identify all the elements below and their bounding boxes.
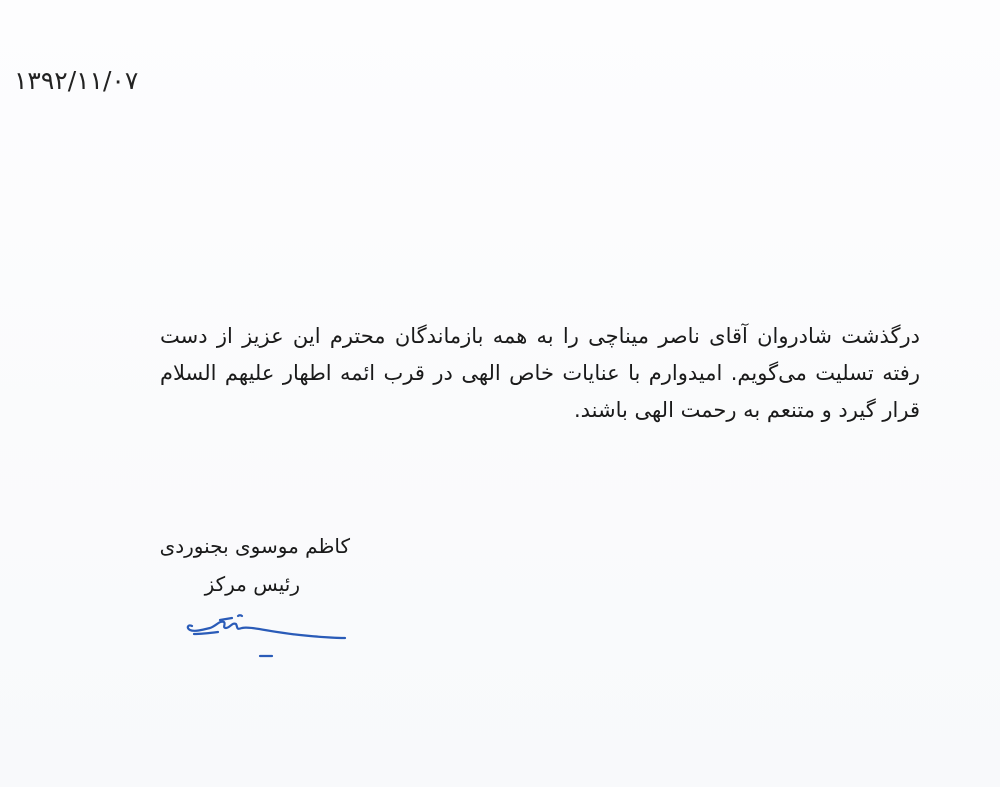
signer-name: کاظم موسوی بجنوردی [159, 534, 350, 558]
letter-paragraph: درگذشت شادروان آقای ناصر میناچی را به همه بازماندگان محترم این عزیز از دست رفته تسلیت می‌گویم. امیدوارم با عنایات خاص الهی در قرب ائمه اطهار علیهم السلام قرار گیرد و متنعم به رحمت الهی باشند. [160, 324, 920, 422]
letter-date: ۱۳۹۲/۱۱/۰۷ [14, 66, 139, 95]
letter-body [160, 318, 920, 429]
signer-title: رئیس مرکز [204, 572, 300, 596]
handwritten-signature [180, 608, 360, 668]
